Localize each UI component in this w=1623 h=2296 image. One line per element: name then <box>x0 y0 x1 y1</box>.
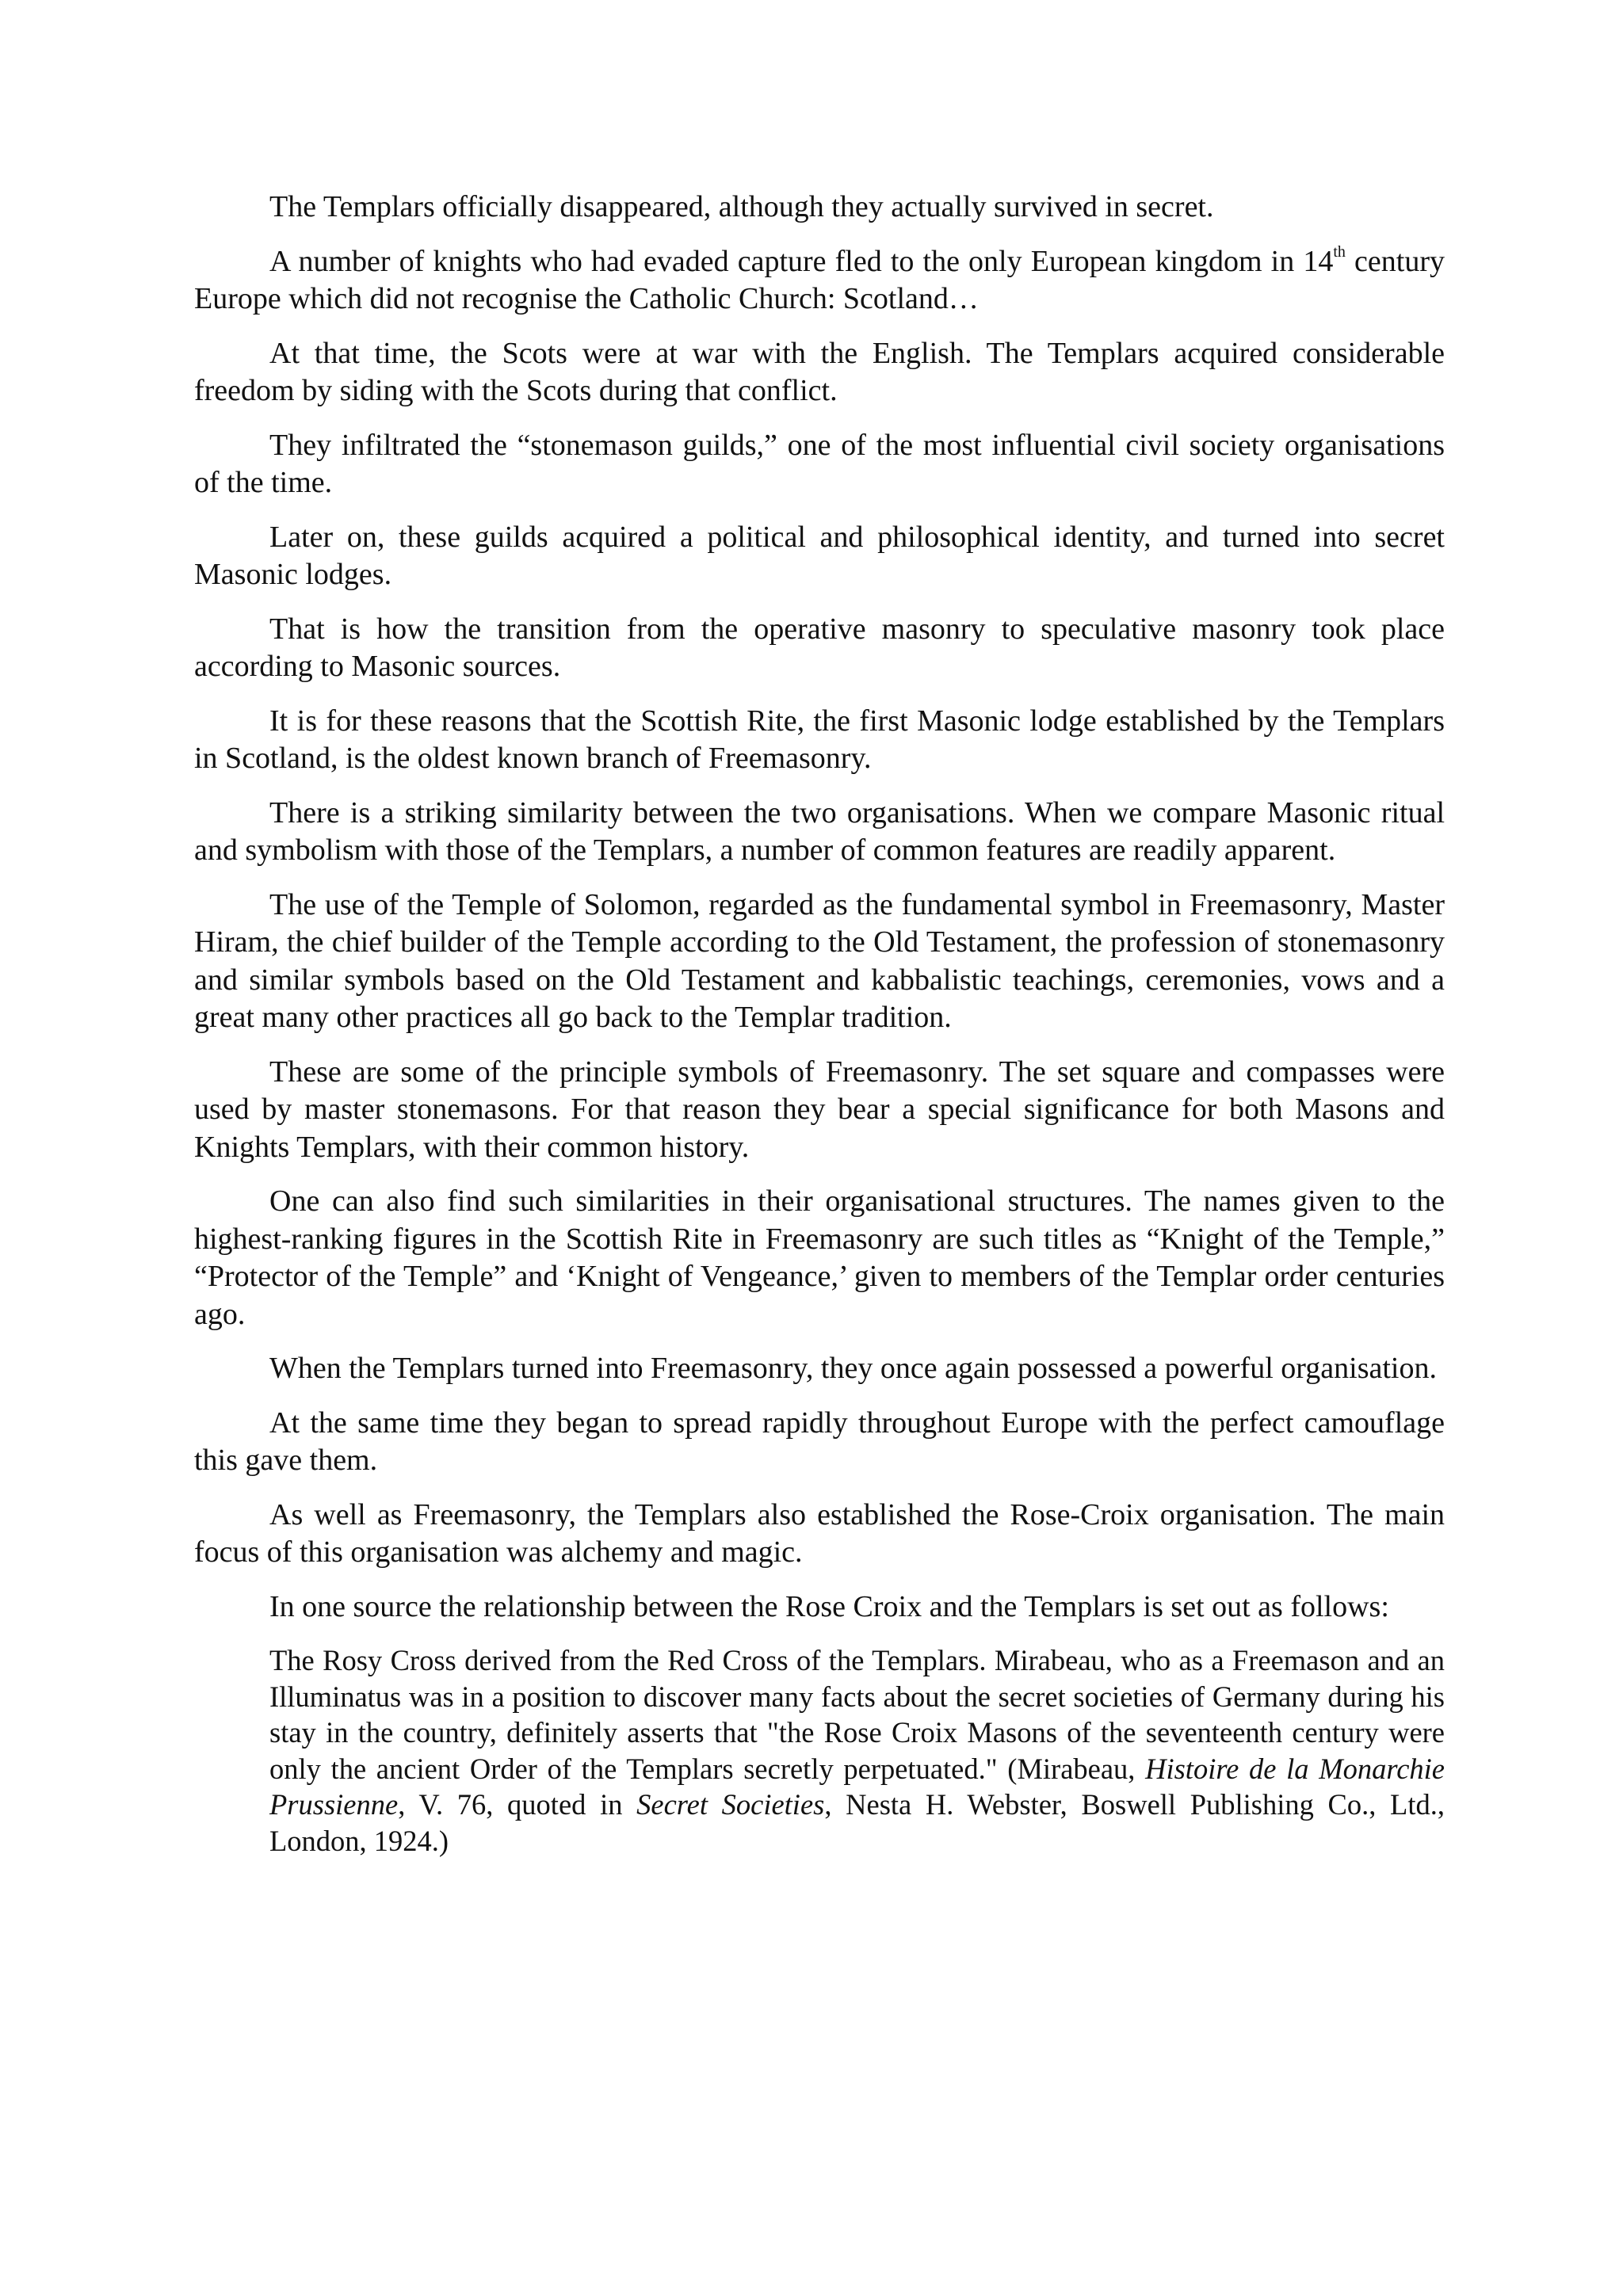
paragraph-6: That is how the transition from the operative masonry to speculative masonry took place according to Masonic sources. <box>194 612 1445 683</box>
paragraph-13: At the same time they began to spread rapidly throughout Europe with the perfect camouflage this gave them. <box>194 1405 1445 1477</box>
paragraph-8: There is a striking similarity between the two organisations. When we compare Masonic ritual and symbolism with those of the Templars, a number of common features are readily apparent. <box>194 795 1445 867</box>
block-quote: The Rosy Cross derived from the Red Cross of the Templars. Mirabeau, who as a Freemason and an Illuminatus was in a position to discover many facts about the secret societies of Germany during his stay in the country, definitely asserts that "the Rose Croix Masons of the seventeenth century were only the ancient Order of the Templars secretly perpetuated." (Mirabeau, Histoire de la Monarchie Prussienne, V. 76, quoted in Secret Societies, Nesta H. Webster, Boswell Publishing Co., Ltd., London, 1924.) <box>269 1644 1445 1857</box>
paragraph-10: These are some of the principle symbols of Freemasonry. The set square and compasses were used by master stonemasons. For that reason they bear a special significance for both Masons and Knights Templars, with their common history. <box>194 1055 1445 1164</box>
paragraph-4: They infiltrated the “stonemason guilds,” one of the most influential civil society organisations of the time. <box>194 428 1445 499</box>
quote-work-title-1: Histoire de la Monarchie Prussienne <box>269 1752 1445 1821</box>
document-page <box>194 189 1445 1859</box>
paragraph-15: In one source the relationship between the Rose Croix and the Templars is set out as follows: <box>269 1589 1389 1623</box>
paragraph-12: When the Templars turned into Freemasonry, they once again possessed a powerful organisation. <box>269 1352 1437 1385</box>
paragraph-9: The use of the Temple of Solomon, regarded as the fundamental symbol in Freemasonry, Master Hiram, the chief builder of the Temple according to the Old Testament, the profession of stonemasonry and similar symbols based on the Old Testament and kabbalistic teachings, ceremonies, vows and a great many other practices all go back to the Templar tradition. <box>194 887 1445 1034</box>
quote-work-title-2: Secret Societies <box>636 1788 825 1821</box>
paragraph-11: One can also find such similarities in their organisational structures. The names given to the highest-ranking figures in the Scottish Rite in Freemasonry are such titles as “Knight of the Temple,” “Protector of the Temple” and ‘Knight of Vengeance,’ given to members of the Templar order centuries ago. <box>194 1184 1445 1331</box>
paragraph-14: As well as Freemasonry, the Templars also established the Rose-Croix organisation. The main focus of this organisation was alchemy and magic. <box>194 1497 1445 1569</box>
superscript-th: th <box>1333 242 1346 261</box>
paragraph-1: The Templars officially disappeared, although they actually survived in secret. <box>269 190 1214 223</box>
paragraph-2: A number of knights who had evaded capture fled to the only European kingdom in 14th century Europe which did not recognise the Catholic Church: Scotland… <box>194 242 1445 315</box>
paragraph-5: Later on, these guilds acquired a political and philosophical identity, and turned into secret Masonic lodges. <box>194 520 1445 591</box>
paragraph-7: It is for these reasons that the Scottish Rite, the first Masonic lodge established by the Templars in Scotland, is the oldest known branch of Freemasonry. <box>194 704 1445 775</box>
paragraph-3: At that time, the Scots were at war with the English. The Templars acquired considerable freedom by siding with the Scots during that conflict. <box>194 336 1445 407</box>
